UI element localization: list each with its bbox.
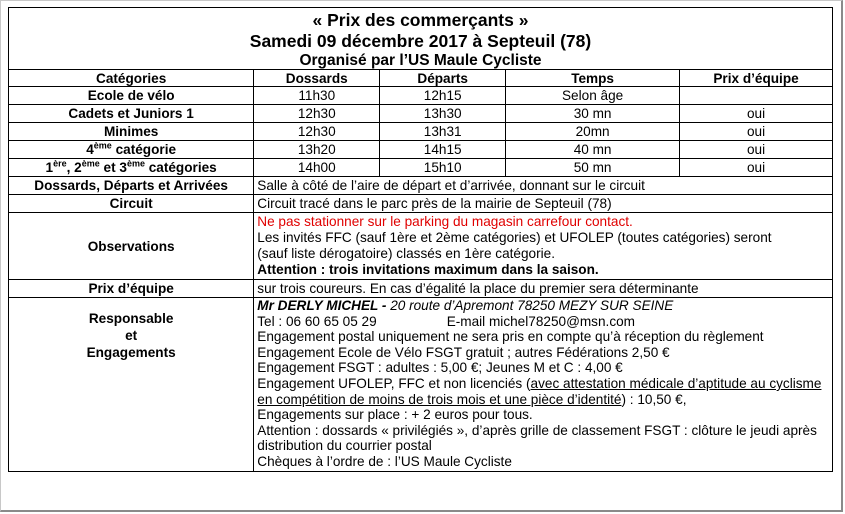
col-header-prix-equipe: Prix d’équipe <box>680 70 833 87</box>
responsable-name: Mr DERLY MICHEL - <box>257 298 387 313</box>
engagement-line: Chèques à l’ordre de : l’US Maule Cycliste <box>257 453 512 469</box>
race-info-table <box>8 7 833 472</box>
row-category: 4ème catégorie <box>9 141 254 159</box>
circuit-label: Circuit <box>9 195 254 213</box>
row-prix: oui <box>680 105 833 123</box>
row-prix: oui <box>680 159 833 177</box>
engagement-line: Engagement postal uniquement ne sera pris en compte qu’à réception du règlement <box>257 329 764 345</box>
observation-line: (sauf liste dérogatoire) classés en 1ère catégorie. <box>257 246 555 261</box>
engagement-line: Engagements sur place : + 2 euros pour tous. <box>257 407 533 423</box>
row-dossards: 14h00 <box>254 159 380 177</box>
responsable-row <box>9 298 833 472</box>
row-dossards: 13h20 <box>254 141 380 159</box>
row-category: Ecole de vélo <box>9 87 254 105</box>
col-header-dossards: Dossards <box>254 70 380 87</box>
row-dossards: 12h30 <box>254 105 380 123</box>
row-temps: 50 mn <box>506 159 680 177</box>
prix-equipe-text: sur trois coureurs. En cas d’égalité la place du premier sera déterminante <box>254 280 833 298</box>
responsable-label: Responsable et Engagements <box>9 298 254 472</box>
row-prix: oui <box>680 141 833 159</box>
row-dossards: 11h30 <box>254 87 380 105</box>
row-category: 1ère, 2ème et 3ème catégories <box>9 159 254 177</box>
circuit-text: Circuit tracé dans le parc près de la mairie de Septeuil (78) <box>254 195 833 213</box>
event-organizer: Organisé par l’US Maule Cycliste <box>299 52 542 69</box>
phone: Tel : 06 60 65 05 29 <box>257 313 377 329</box>
circuit-row <box>9 195 833 213</box>
table-row <box>9 159 833 177</box>
row-dossards: 12h30 <box>254 123 380 141</box>
prix-equipe-label: Prix d’équipe <box>9 280 254 298</box>
title-row <box>9 8 833 70</box>
row-departs: 13h31 <box>380 123 506 141</box>
prix-equipe-row <box>9 280 833 298</box>
table-row <box>9 141 833 159</box>
row-departs: 14h15 <box>380 141 506 159</box>
responsable-address: 20 route d’Apremont 78250 MEZY SUR SEINE <box>386 298 674 313</box>
table-row <box>9 105 833 123</box>
row-departs: 15h10 <box>380 159 506 177</box>
col-header-departs: Départs <box>380 70 506 87</box>
parking-warning: Ne pas stationner sur le parking du magasin carrefour contact. <box>257 214 633 229</box>
row-departs: 12h15 <box>380 87 506 105</box>
row-category: Cadets et Juniors 1 <box>9 105 254 123</box>
medical-certificate-note: avec attestation médicale d’aptitude au cyclisme en compétition de moins de trois mois et une pièce d’identité <box>257 375 822 407</box>
row-temps: Selon âge <box>506 87 680 105</box>
event-title: « Prix des commerçants » <box>312 10 529 30</box>
row-category: Minimes <box>9 123 254 141</box>
responsable-text <box>254 298 833 472</box>
table-row <box>9 123 833 141</box>
dossards-info-row <box>9 177 833 195</box>
engagement-line: Engagement Ecole de Vélo FSGT gratuit ; autres Fédérations 2,50 € <box>257 344 670 360</box>
row-prix <box>680 87 833 105</box>
row-departs: 13h30 <box>380 105 506 123</box>
row-temps: 20mn <box>506 123 680 141</box>
event-date: Samedi 09 décembre 2017 à Septeuil (78) <box>249 31 592 51</box>
col-header-categories: Catégories <box>9 70 254 87</box>
dossards-text: Salle à côté de l’aire de départ et d’arrivée, donnant sur le circuit <box>254 177 833 195</box>
column-header-row <box>9 70 833 87</box>
engagement-line: Attention : dossards « privilégiés », d’après grille de classement FSGT : clôture le jeudi après distribution du courrier postal <box>257 422 817 454</box>
dossards-label: Dossards, Départs et Arrivées <box>9 177 254 195</box>
row-temps: 40 mn <box>506 141 680 159</box>
engagement-line: Engagement UFOLEP, FFC et non licenciés (avec attestation médicale d’aptitude au cyclisme en compétition de moins de trois mois et une pièce d’identité) : 10,50 €, <box>257 375 822 407</box>
observations-text <box>254 213 833 280</box>
row-temps: 30 mn <box>506 105 680 123</box>
table-row <box>9 87 833 105</box>
contact-line <box>257 314 829 330</box>
invitation-warning: Attention : trois invitations maximum dans la saison. <box>257 262 599 277</box>
observation-line: Les invités FFC (sauf 1ère et 2ème catégories) et UFOLEP (toutes catégories) seront <box>257 230 772 245</box>
observations-label: Observations <box>9 213 254 280</box>
col-header-temps: Temps <box>506 70 680 87</box>
row-prix: oui <box>680 123 833 141</box>
observations-row <box>9 213 833 280</box>
engagement-line: Engagement FSGT : adultes : 5,00 €; Jeunes M et C : 4,00 € <box>257 360 623 376</box>
email: E-mail michel78250@msn.com <box>446 313 636 329</box>
responsable-contact <box>257 298 829 314</box>
